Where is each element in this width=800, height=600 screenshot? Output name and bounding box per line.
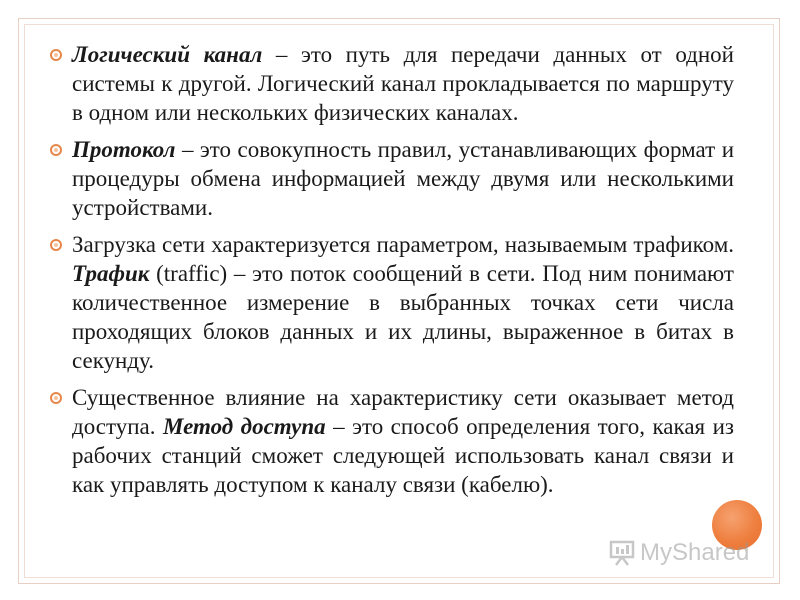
bullet-circle-icon [50,392,62,404]
term-access-method: Метод доступа [162,414,326,439]
slide-content [50,40,734,507]
bullet-circle-icon [50,239,62,251]
watermark-text: MyShared [640,539,750,566]
bullet-text: – это совокупность правил, устанавливающих формат и процедуры обмена информацией между двумя или несколькими устройствами. [72,137,734,220]
term-protocol: Протокол [72,137,176,162]
presentation-board-icon [608,539,636,567]
bullet-text-lead: Загрузка сети характеризуется параметром, называемым трафиком. [72,232,734,257]
bullet-text-lead: Существенное влияние на характеристику сети оказывает метод доступа. [72,385,734,439]
term-logical-channel: Логический канал [72,42,263,67]
bullet-text: – это способ определения того, какая из рабочих станций сможет следующей использовать канал связи и как управлять доступом к каналу связи (кабелю). [72,414,734,497]
bullet-text: – это путь для передачи данных от одной системы к другой. Логический канал прокладывается по маршруту в одном или нескольких физических каналах. [72,42,734,125]
bullet-circle-icon [50,144,62,156]
myshared-watermark [608,536,749,570]
bullet-text: (traffic) – это поток сообщений в сети. Под ним понимают количественное измерение в выбранных точках сети числа проходящих блоков данных и их длины, выраженное в битах в секунду. [72,261,734,373]
term-traffic: Трафик [72,261,150,286]
bullet-item-protocol [50,135,734,222]
bullet-item-access-method [50,383,734,499]
bullet-item-logical-channel [50,40,734,127]
bullet-item-traffic [50,230,734,375]
bullet-circle-icon [50,49,62,61]
